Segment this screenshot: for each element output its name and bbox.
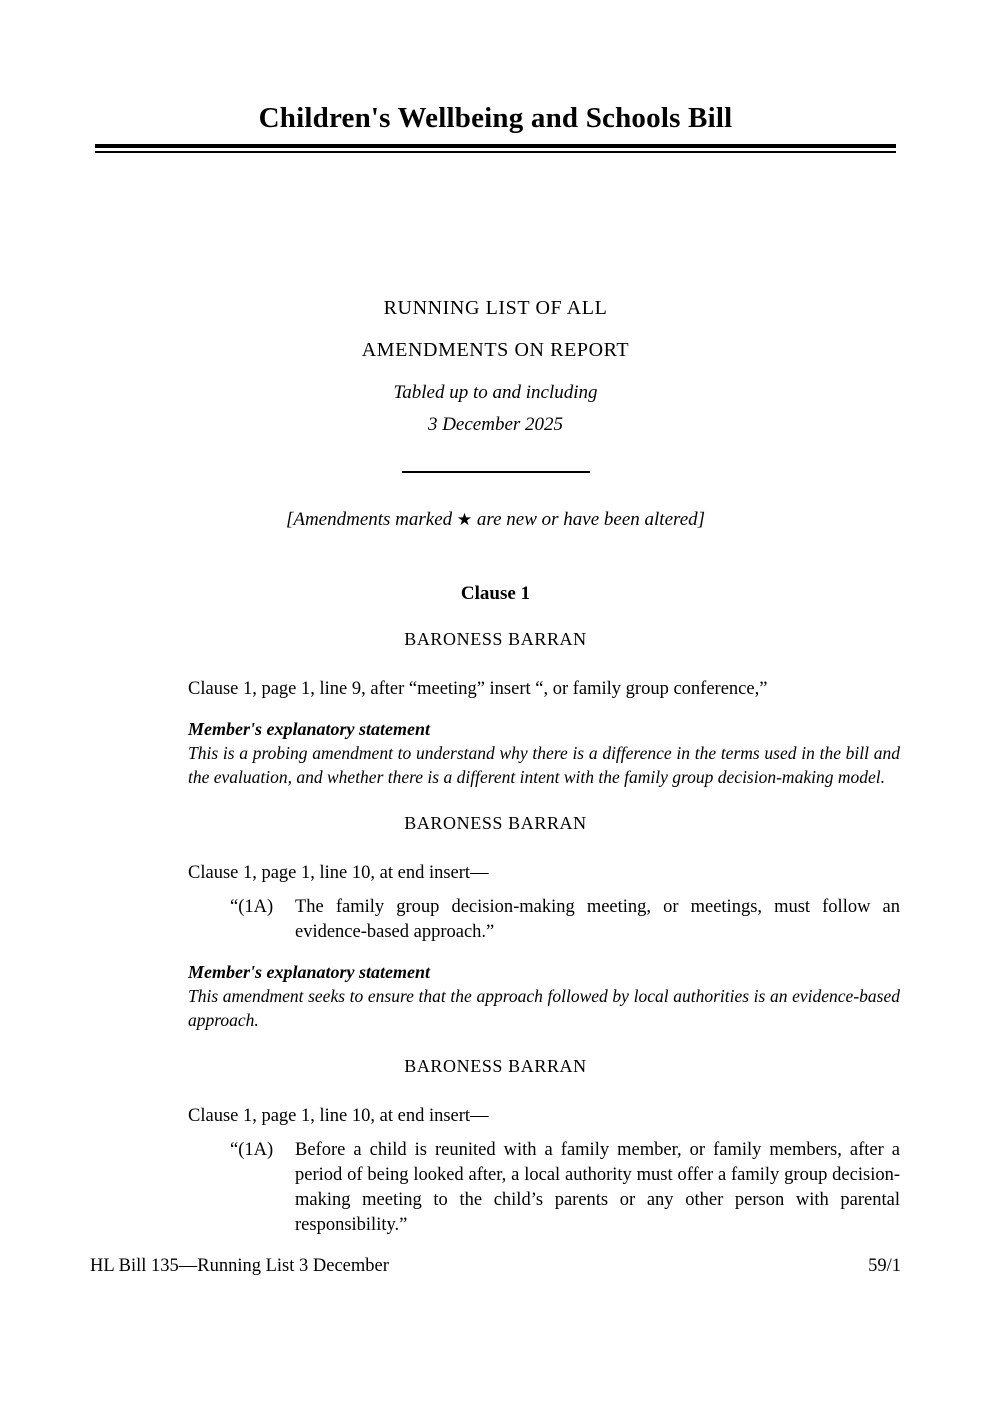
inserted-subsection [188, 1138, 900, 1238]
amendment-2 [0, 813, 991, 1032]
tabled-line2: 3 December 2025 [427, 414, 564, 435]
member-name: BARONESS BARRAN [404, 629, 587, 649]
running-list-line2: AMENDMENTS ON REPORT [361, 339, 630, 361]
separator-rule [402, 471, 590, 473]
amendment-instruction: Clause 1, page 1, line 10, at end insert— [188, 863, 489, 883]
subsection-text: Before a child is reunited with a family member, or family members, after a period of being looked after, a local authority must offer a family group decision-making meeting to the child’s parents or any other person with parental responsibility.” [295, 1140, 900, 1235]
subsection-label: “(1A) [230, 897, 274, 917]
star-icon: ★ [456, 510, 473, 529]
explanatory-statement-heading: Member's explanatory statement [188, 719, 430, 739]
bill-title: Children's Wellbeing and Schools Bill [258, 102, 733, 134]
member-name: BARONESS BARRAN [404, 813, 587, 833]
footer-page-number: 59/1 [868, 1256, 901, 1276]
member-name: BARONESS BARRAN [404, 1056, 587, 1076]
amendment-instruction: Clause 1, page 1, line 9, after “meeting” insert “, or family group conference,” [188, 679, 768, 699]
running-list-line1: RUNNING LIST OF ALL [383, 297, 608, 319]
amendment-1 [0, 629, 991, 789]
marked-amendments-note [0, 509, 991, 531]
page-footer [90, 1256, 901, 1277]
subsection-label: “(1A) [230, 1140, 274, 1160]
clause-heading: Clause 1 [460, 583, 531, 604]
footer-bill-reference: HL Bill 135—Running List 3 December [90, 1256, 389, 1276]
explanatory-statement-text: This is a probing amendment to understand why there is a difference in the terms used in the bill and the evaluation, and whether there is a different intent with the family group decision-making model. [188, 743, 900, 787]
subsection-text: The family group decision-making meeting, or meetings, must follow an evidence-based approach.” [295, 897, 900, 942]
marked-note-prefix: [Amendments marked [285, 509, 457, 530]
title-double-rule [95, 144, 896, 153]
marked-note-suffix: are new or have been altered] [472, 509, 706, 530]
explanatory-statement-text: This amendment seeks to ensure that the approach followed by local authorities is an evidence-based approach. [188, 986, 900, 1030]
inserted-subsection [188, 895, 900, 945]
explanatory-statement-heading: Member's explanatory statement [188, 962, 430, 982]
amendment-instruction: Clause 1, page 1, line 10, at end insert— [188, 1106, 489, 1126]
tabled-line1: Tabled up to and including [393, 382, 598, 403]
amendment-3 [0, 1056, 991, 1238]
